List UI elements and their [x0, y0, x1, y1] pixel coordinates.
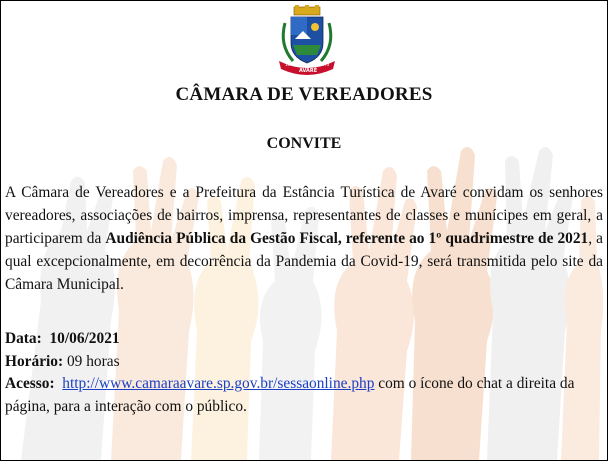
crest-ribbon-text: AVARÉ: [299, 68, 318, 74]
page-title: CÂMARA DE VEREADORES: [175, 84, 433, 105]
municipal-crest-logo: [277, 5, 337, 77]
access-suffix: com o ícone do chat a direita da página, para a interação com o público.: [5, 375, 575, 415]
date-label: Data:: [5, 330, 42, 347]
paragraph-text-2: , a qual excepcionalmente, em decorrência da Pandemia da Covid-19, será transmitida pelo site da Câmara Municipal.: [5, 230, 603, 293]
invitation-heading: CONVITE: [266, 135, 342, 152]
event-details: [5, 328, 603, 418]
time-line: [5, 351, 603, 374]
time-label: Horário:: [5, 352, 64, 370]
date-line: [5, 328, 603, 351]
access-label: Acesso:: [5, 375, 55, 392]
paragraph-text-1: A Câmara de Vereadores e a Prefeitura da Estância Turística de Avaré convidam os senhores vereadores, associações de bairros, imprensa, representantes de classes e munícipes em geral, a participarem da: [5, 184, 603, 247]
access-line: [5, 373, 603, 418]
crest-motto-left: 1861: [285, 62, 296, 67]
time-value: 09 horas: [66, 352, 120, 370]
paragraph-bold: Audiência Pública da Gestão Fiscal, referente ao 1º quadrimestre de 2021: [105, 230, 589, 247]
crest-motto-right: 1873: [319, 62, 330, 67]
invitation-paragraph: [5, 181, 603, 296]
access-link[interactable]: http://www.camaraavare.sp.gov.br/sessaonline.php: [62, 375, 375, 392]
date-value: 10/06/2021: [49, 330, 120, 347]
